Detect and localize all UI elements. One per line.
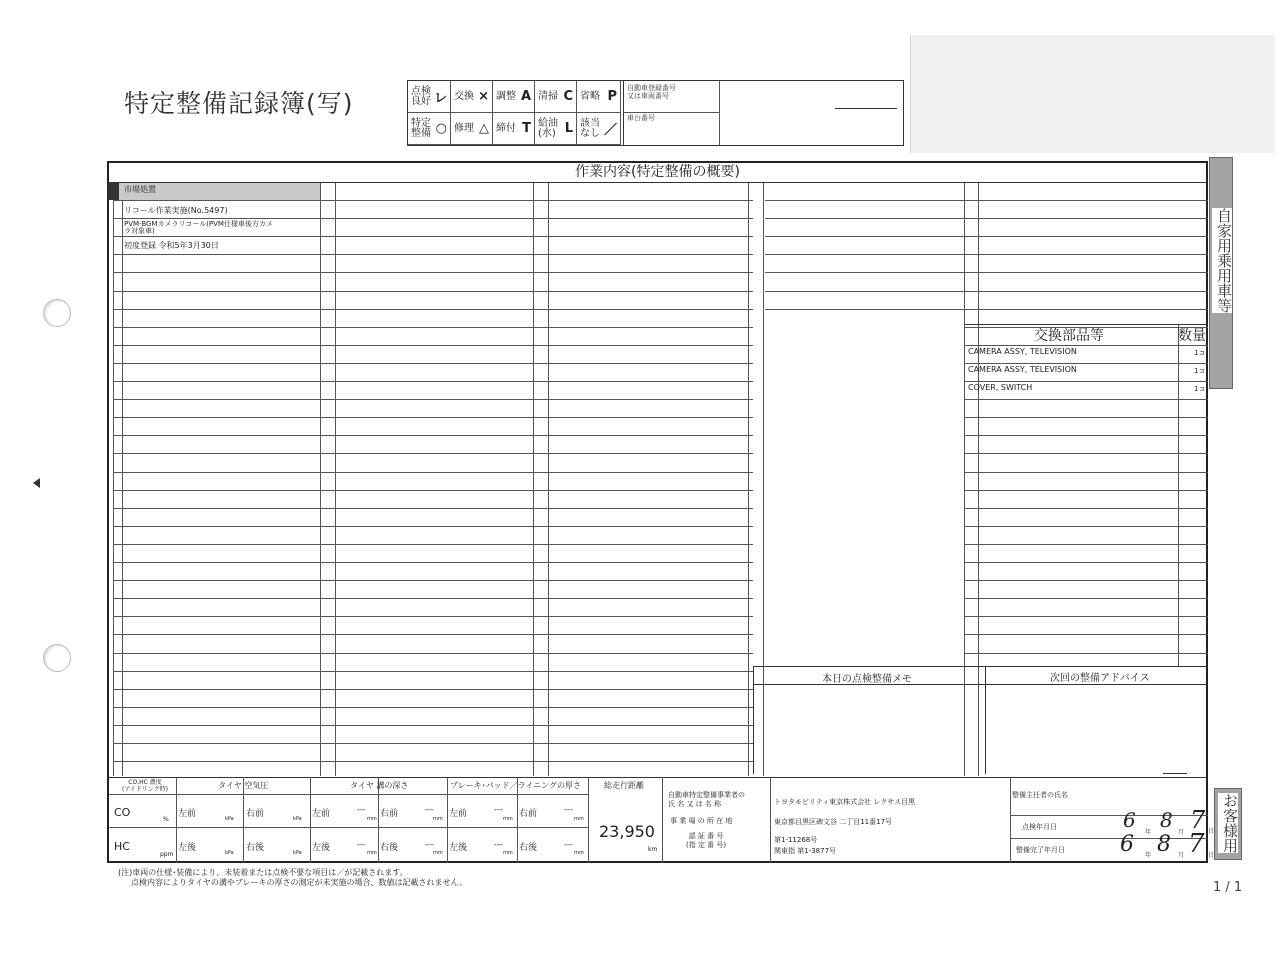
part-name-2: CAMERA ASSY, TELEVISION (968, 365, 1077, 374)
grid-line (965, 381, 1208, 382)
grid-line (965, 472, 1208, 473)
symbol-legend (407, 80, 624, 146)
unit-label: mm (503, 850, 513, 856)
grid-line (113, 544, 753, 545)
unit-label: kPa (225, 850, 234, 856)
legend-cell (577, 81, 621, 113)
grid-line (113, 743, 753, 744)
grid-line (113, 634, 753, 635)
grid-line (113, 490, 753, 491)
work-line-2: PVM-BGMカメラリコール(PVM仕様車後方カメ ラ対象車) (124, 220, 273, 235)
legend-symbol: ○ (435, 121, 447, 136)
co-hc-header: CO,HC 濃度 (アイドリング時) (121, 779, 169, 793)
grid-line (113, 218, 753, 219)
grid-line (965, 490, 1208, 491)
legend-label: 点検 良好 (411, 85, 431, 107)
page-marker-icon (33, 478, 40, 488)
not-measured-dash: --- (357, 840, 366, 849)
grid-line (113, 508, 753, 509)
inspect-date-label: 点検年月日 (1022, 823, 1057, 831)
inspect-day-unit: 日 (1208, 828, 1215, 835)
hc-label: HC (114, 840, 130, 853)
not-measured-dash: --- (564, 840, 573, 849)
legend-symbol: ／ (603, 123, 617, 138)
unit-label: mm (367, 850, 377, 856)
grid-line (965, 363, 1208, 364)
wheel-position-label: 右前 (519, 809, 538, 819)
grid-line (113, 689, 753, 690)
legend-label: 特定 整備 (411, 117, 431, 139)
grid-line (113, 526, 753, 527)
bottom-divider (447, 777, 448, 863)
grid-line (965, 544, 1208, 545)
grid-line (113, 435, 753, 436)
legend-label: 調整 (496, 90, 516, 102)
grid-line (113, 345, 753, 346)
grid-line (765, 309, 1208, 310)
grid-line (965, 526, 1208, 527)
bottom-divider (588, 777, 589, 863)
footnote-1: (注)車両の仕様･装備により、未装着または点検不要な項目は／が記載されます。 (118, 868, 408, 877)
qty-header: 数量 (1178, 328, 1206, 344)
bottom-divider (770, 777, 771, 863)
inspect-year: 6 (1123, 808, 1136, 832)
part-qty-1: 1コ (1194, 349, 1206, 357)
part-name-3: COVER, SWITCH (968, 383, 1033, 392)
legend-cell (451, 113, 493, 145)
legend-symbol: レ (433, 91, 447, 106)
grid-line (113, 417, 753, 418)
legend-symbol: △ (479, 121, 489, 136)
legend-label: 交換 (454, 90, 474, 102)
not-measured-dash: --- (564, 805, 573, 814)
grid-line (765, 200, 1208, 201)
business-label: 自動車特定整備事業者の 氏 名 又 は 名 称 (668, 791, 745, 808)
unit-label: mm (574, 816, 584, 822)
grid-divider (122, 183, 123, 776)
grid-line (113, 309, 753, 310)
grid-line (965, 562, 1208, 563)
complete-date-label: 整備完了年月日 (1016, 846, 1065, 854)
grid-line (113, 598, 753, 599)
mileage-header: 総走行距離 (604, 781, 644, 790)
complete-year: 6 (1120, 832, 1134, 857)
unit-label: mm (433, 850, 443, 856)
mileage-unit: km (648, 846, 658, 853)
grid-divider (748, 183, 749, 776)
legend-symbol: L (564, 121, 573, 136)
grid-divider (320, 183, 321, 776)
grid-divider (763, 183, 764, 776)
record-form (107, 161, 1208, 863)
unit-label: kPa (293, 816, 302, 822)
tire-pressure-header: タイヤ 空気圧 (218, 781, 269, 790)
unit-label: mm (367, 816, 377, 822)
customer-copy-label: お客様用 (1218, 793, 1238, 853)
grid-divider (335, 183, 336, 776)
chief-label: 整備主任者の氏名 (1012, 791, 1068, 799)
legend-symbol: T (522, 121, 531, 136)
grid-line (113, 671, 753, 672)
legend-label: 給油 (水) (538, 117, 558, 139)
grid-line (965, 634, 1208, 635)
bottom-divider (310, 777, 311, 863)
grid-line (765, 272, 1208, 273)
legend-label: 修理 (454, 122, 474, 134)
business-name: トヨタモビリティ東京株式会社 レクサス目黒 (774, 798, 916, 806)
complete-day-unit: 日 (1208, 852, 1215, 859)
grid-line (113, 381, 753, 382)
wheel-position-label: 右後 (246, 843, 265, 853)
legend-cell (493, 81, 535, 113)
chassis-label: 車台番号 (627, 114, 655, 122)
brake-header: ブレーキ･パッド／ライニングの厚さ (450, 781, 581, 790)
grid-line (113, 272, 753, 273)
legend-label: 締付 (496, 122, 516, 134)
grid-divider (113, 183, 114, 776)
complete-month: 8 (1157, 832, 1171, 857)
footnote-2: 点検内容によりタイヤの溝やブレーキの厚さの測定が未実施の場合、数値は記載されません。 (131, 878, 467, 887)
grid-divider (1178, 324, 1179, 666)
next-advice-header: 次回の整備アドバイス (1050, 673, 1150, 684)
legend-cell (451, 81, 493, 113)
page-number: 1 / 1 (1213, 880, 1243, 895)
legend-cell (535, 113, 577, 145)
grid-line (113, 399, 753, 400)
grid-line (965, 453, 1208, 454)
grid-line (113, 472, 753, 473)
cert-number-2: 関東指 第1-3877号 (774, 847, 837, 855)
part-qty-3: 1コ (1194, 385, 1206, 393)
category-tab-label: 自家用乗用車等 (1212, 208, 1232, 313)
registration-label: 自動車登録番号 又は車両番号 (627, 84, 676, 100)
unit-label: mm (433, 816, 443, 822)
grid-divider (964, 183, 965, 776)
work-content-header: 作業内容(特定整備の概要) (575, 164, 740, 180)
grid-line (113, 725, 753, 726)
grid-line (113, 236, 753, 237)
grid-line (765, 254, 1208, 255)
grid-line (765, 218, 1208, 219)
not-measured-dash: --- (494, 840, 503, 849)
legend-cell (408, 81, 451, 113)
grid-line (765, 291, 1208, 292)
cert-label: 認 証 番 号 (指 定 番 号) (686, 832, 727, 849)
tire-depth-header: タイヤ 溝の深さ (350, 781, 409, 790)
wheel-position-label: 左後 (312, 843, 331, 853)
not-measured-dash: --- (494, 805, 503, 814)
co-label: CO (114, 806, 131, 819)
bottom-divider (662, 777, 663, 863)
grid-line (965, 580, 1208, 581)
complete-day: 7 (1188, 829, 1205, 859)
inspect-year-unit: 年 (1145, 829, 1152, 836)
vehicle-id-box (623, 80, 904, 146)
legend-symbol: A (520, 89, 531, 104)
grid-line (113, 200, 753, 201)
mileage-value: 23,950 (599, 822, 655, 841)
not-measured-dash: --- (425, 840, 434, 849)
grid-line (113, 327, 753, 328)
grid-divider (533, 183, 534, 776)
grid-line (113, 562, 753, 563)
parts-header: 交換部品等 (1034, 328, 1104, 344)
part-name-1: CAMERA ASSY, TELEVISION (968, 347, 1077, 356)
legend-cell (535, 81, 577, 113)
legend-symbol: C (563, 89, 573, 104)
page-title: 特定整備記録簿(写) (124, 89, 354, 118)
grid-line (965, 345, 1208, 346)
part-qty-2: 1コ (1194, 367, 1206, 375)
hc-unit: ppm (160, 851, 174, 858)
wheel-position-label: 左後 (449, 843, 468, 853)
grid-line (765, 236, 1208, 237)
band-marker (108, 183, 119, 200)
wheel-position-label: 右後 (519, 843, 538, 853)
grid-line (113, 453, 753, 454)
wheel-position-label: 左前 (178, 809, 197, 819)
not-measured-dash: --- (357, 805, 366, 814)
grid-line (113, 653, 753, 654)
address-label: 事 業 場 の 所 在 地 (670, 817, 733, 825)
legend-symbol: P (607, 89, 617, 104)
grid-line (113, 707, 753, 708)
bottom-divider (176, 777, 177, 863)
grid-divider (978, 183, 979, 776)
bottom-line (1010, 815, 1208, 816)
complete-month-unit: 月 (1178, 852, 1185, 859)
inspect-day: 7 (1190, 806, 1206, 834)
legend-label: 該当 なし (580, 117, 600, 139)
legend-cell (577, 113, 621, 145)
market-action-label: 市場処置 (124, 185, 156, 194)
complete-year-unit: 年 (1145, 852, 1152, 859)
grid-line (965, 435, 1208, 436)
grid-line (113, 616, 753, 617)
grid-line (965, 653, 1208, 654)
unit-label: mm (574, 850, 584, 856)
customer-copy-tab (1214, 788, 1242, 860)
bottom-divider (1010, 777, 1011, 863)
punch-hole-bottom (43, 644, 71, 672)
punch-hole-top (43, 299, 71, 327)
unit-label: kPa (225, 816, 234, 822)
grid-line (113, 254, 753, 255)
wheel-position-label: 右後 (380, 843, 399, 853)
grid-line (965, 417, 1208, 418)
grid-line (965, 399, 1208, 400)
redacted-area (910, 35, 1275, 153)
inspect-month: 8 (1160, 808, 1173, 832)
legend-label: 清掃 (538, 90, 558, 102)
unit-label: mm (503, 816, 513, 822)
grid-line (113, 761, 753, 762)
grid-line (965, 598, 1208, 599)
legend-label: 省略 (580, 90, 600, 102)
co-unit: % (163, 816, 169, 823)
business-address: 東京都目黒区碑文谷 二丁目11番17号 (774, 818, 893, 826)
grid-line (965, 616, 1208, 617)
not-measured-dash: --- (425, 805, 434, 814)
today-memo-header: 本日の点検整備メモ (822, 674, 912, 685)
grid-line (965, 508, 1208, 509)
legend-cell (493, 113, 535, 145)
grid-line (113, 580, 753, 581)
inspect-month-unit: 月 (1178, 829, 1185, 836)
unit-label: kPa (293, 850, 302, 856)
wheel-position-label: 右前 (380, 809, 399, 819)
cert-number-1: 第1-11268号 (774, 836, 818, 844)
wheel-position-label: 左前 (312, 809, 331, 819)
wheel-position-label: 右前 (246, 809, 265, 819)
work-line-3: 初度登録 令和5年3月30日 (124, 241, 219, 250)
bottom-line (1010, 838, 1208, 839)
grid-divider (548, 183, 549, 776)
grid-line (113, 291, 753, 292)
legend-cell (408, 113, 451, 145)
work-line-1: リコール作業実施(No.5497) (124, 206, 228, 215)
grid-line (113, 363, 753, 364)
wheel-position-label: 左後 (178, 843, 197, 853)
category-tab (1209, 157, 1233, 389)
legend-symbol: × (478, 89, 489, 104)
wheel-position-label: 左前 (449, 809, 468, 819)
